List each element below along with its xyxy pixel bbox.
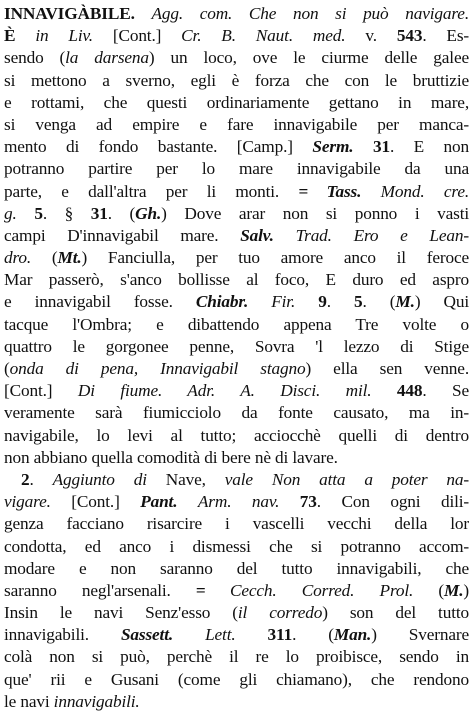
text-segment: ( xyxy=(4,359,10,378)
text-segment: . ( xyxy=(292,625,334,645)
text-segment: 2 xyxy=(21,469,30,489)
text-segment: ) Svernare xyxy=(371,625,470,645)
text-segment: Cecch. Corred. Prol. xyxy=(229,580,414,600)
text-line xyxy=(4,358,469,380)
text-segment: g. xyxy=(4,203,17,223)
text-segment: 31 xyxy=(90,203,108,223)
text-segment: e innavigabil fosse. xyxy=(4,292,196,312)
text-segment: e rottami, che questi ordinariamente gettano in mare, xyxy=(4,92,469,112)
text-segment xyxy=(248,292,271,311)
text-segment: È xyxy=(4,26,16,46)
text-segment: Aggiunto di xyxy=(52,469,147,489)
text-segment: ) ella sen venne. xyxy=(305,359,469,378)
text-line xyxy=(4,47,469,69)
text-segment: navigabile, lo levi al tutto; acciocchè quelli di dentro xyxy=(4,425,469,445)
text-segment: 5 xyxy=(34,203,43,223)
text-segment xyxy=(205,581,230,600)
text-segment: dro. xyxy=(4,248,32,268)
text-segment: si venga ad empire e fare innavigabile per manca- xyxy=(4,114,469,134)
text-segment: . E non xyxy=(389,137,470,157)
text-segment: Gh. xyxy=(135,203,162,223)
text-segment: veramente sarà fiumicciolo da fonte causato, ma in- xyxy=(4,403,469,423)
text-segment: saranno negl'arsenali. xyxy=(4,580,196,600)
text-line xyxy=(4,269,469,291)
text-segment: [Cont.] xyxy=(4,381,78,401)
text-segment: quattro le gorgonee penne, Sovra 'l lezzo di Stige xyxy=(4,336,469,356)
text-segment: ) son del tutto xyxy=(322,603,469,623)
text-segment: que' rii e Gusani (come gli chiamano), che rendono xyxy=(4,669,469,689)
text-segment: 5 xyxy=(354,292,363,312)
text-segment xyxy=(173,625,205,644)
text-segment: il corredo xyxy=(237,603,323,623)
text-segment: onda di pena, Innavigabil stagno xyxy=(9,359,306,378)
text-segment: Lett. xyxy=(205,625,236,645)
text-line xyxy=(4,92,469,114)
text-segment: . ( xyxy=(107,203,136,223)
text-segment: [Cont.] xyxy=(92,26,182,46)
text-segment: v. xyxy=(345,26,397,46)
text-segment: Mond. cre. xyxy=(380,181,470,201)
text-segment xyxy=(295,292,318,311)
text-line xyxy=(4,669,469,691)
text-segment: . xyxy=(326,292,355,312)
text-line xyxy=(4,646,469,668)
text-segment: ) un loco, ove le ciurme delle galee xyxy=(148,48,469,68)
text-segment: Agg. com. Che non si può navigare. xyxy=(151,4,469,23)
text-segment: sendo ( xyxy=(4,48,66,68)
text-segment xyxy=(353,137,373,156)
text-segment: 9 xyxy=(318,292,327,312)
text-line xyxy=(4,469,469,491)
text-segment: Trad. Ero e Lean- xyxy=(295,225,469,245)
text-segment: ) Dove arar non si ponno i vasti xyxy=(161,203,469,223)
text-segment: in Liv. xyxy=(35,26,93,46)
text-line xyxy=(4,491,469,513)
text-line xyxy=(4,225,469,247)
text-line xyxy=(4,536,469,558)
text-segment: modare e non saranno del tutto innavigabili, che xyxy=(4,558,469,578)
text-segment: parte, e dall'altra per li monti. xyxy=(4,181,299,201)
text-segment: vigare. xyxy=(4,492,51,512)
text-segment: le navi xyxy=(4,691,54,711)
text-line xyxy=(4,158,469,180)
text-segment: Sassett. xyxy=(120,625,174,645)
text-segment: M. xyxy=(444,580,464,600)
text-segment: Cr. B. Naut. med. xyxy=(181,26,346,46)
text-segment xyxy=(307,182,326,201)
text-line xyxy=(4,314,469,336)
text-segment: mento di fondo bastante. [Camp.] xyxy=(4,137,313,157)
text-segment: Nave, xyxy=(146,469,225,489)
text-segment: 73 xyxy=(299,492,317,512)
text-segment xyxy=(371,381,396,400)
text-line xyxy=(4,70,469,92)
text-segment: innavigabili. xyxy=(53,691,140,711)
text-segment: . xyxy=(29,469,53,489)
text-segment xyxy=(17,204,35,223)
text-segment: la darsena xyxy=(65,48,149,68)
text-segment: = xyxy=(298,181,308,201)
text-segment: tacque l'Ombra; e dibattendo appena Tre volte o xyxy=(4,314,469,334)
text-segment: [Cont.] xyxy=(50,492,141,512)
text-segment: Salv. xyxy=(240,225,274,245)
text-line xyxy=(4,580,469,602)
text-segment: Fir. xyxy=(271,292,296,312)
text-segment: Insin le navi Senz'esso ( xyxy=(4,603,238,623)
text-segment: 311 xyxy=(267,625,293,645)
text-segment: Arm. nav. xyxy=(197,492,280,512)
text-segment: ( xyxy=(413,580,445,600)
text-segment: Chiabr. xyxy=(195,292,249,312)
text-segment: Tass. xyxy=(326,181,362,201)
text-segment xyxy=(274,226,296,245)
text-line xyxy=(4,3,469,25)
text-segment: innavigabili. xyxy=(4,625,121,645)
text-line xyxy=(4,402,469,424)
text-segment: non abbiano quella comodità di bere nè di lavare. xyxy=(4,447,338,467)
text-segment: Di fiume. Adr. A. Disci. mil. xyxy=(77,381,372,401)
text-line xyxy=(4,602,469,624)
text-segment: Pant. xyxy=(140,492,178,512)
text-segment xyxy=(177,492,198,511)
text-segment: colà non si può, perchè il re lo proibisce, sendo in xyxy=(4,647,469,667)
text-line xyxy=(4,336,469,358)
text-segment: Mar passerò, s'anco bollisse al foco, E duro ed aspro xyxy=(4,270,469,290)
text-segment: 448 xyxy=(396,381,423,401)
text-segment: . Se xyxy=(422,381,470,401)
text-segment: campi D'innavigabil mare. xyxy=(4,225,241,245)
text-line xyxy=(4,203,469,225)
text-line xyxy=(4,181,469,203)
text-segment: Mt. xyxy=(57,248,82,268)
text-segment xyxy=(15,26,35,45)
text-segment: ) Fanciulla, per tuo amore anco il feroce xyxy=(81,248,469,268)
text-segment: si mettono a sverno, egli è forza che con le bruttizie xyxy=(4,70,469,90)
text-segment: condotta, ed anco i dismessi che si potranno accom- xyxy=(4,536,469,556)
text-line xyxy=(4,558,469,580)
text-segment: . Es- xyxy=(422,26,470,46)
text-segment: . ( xyxy=(362,292,396,312)
text-segment: genza facciano risarcire i vascelli vecchi della lor xyxy=(4,514,469,534)
text-segment: 543 xyxy=(396,26,423,46)
text-segment xyxy=(135,4,152,23)
text-segment xyxy=(361,182,380,201)
text-segment: ) Qui xyxy=(414,292,469,312)
text-segment: ) xyxy=(463,580,470,600)
text-segment: vale Non atta a poter na- xyxy=(224,469,469,489)
text-segment: ( xyxy=(31,248,58,268)
text-segment: 31 xyxy=(372,137,390,157)
text-segment: Serm. xyxy=(312,137,354,157)
text-line xyxy=(4,114,469,136)
text-segment xyxy=(236,625,268,644)
text-segment: M. xyxy=(395,292,415,312)
text-line xyxy=(4,513,469,535)
text-segment: . Con ogni dili- xyxy=(316,492,470,512)
text-segment: Man. xyxy=(333,625,372,645)
headword: INNAVIGÀBILE. xyxy=(4,4,135,23)
text-line xyxy=(4,425,469,447)
text-segment: = xyxy=(195,580,205,600)
text-segment: . § xyxy=(42,203,91,223)
text-segment xyxy=(279,492,300,511)
text-line xyxy=(4,447,469,469)
text-line xyxy=(4,380,469,402)
text-line xyxy=(4,291,469,313)
text-line xyxy=(4,25,469,47)
text-line xyxy=(4,247,469,269)
text-line xyxy=(4,691,469,713)
text-line xyxy=(4,624,469,646)
text-segment: potranno partire per lo mare innavigabile da una xyxy=(4,159,469,179)
text-line xyxy=(4,136,469,158)
